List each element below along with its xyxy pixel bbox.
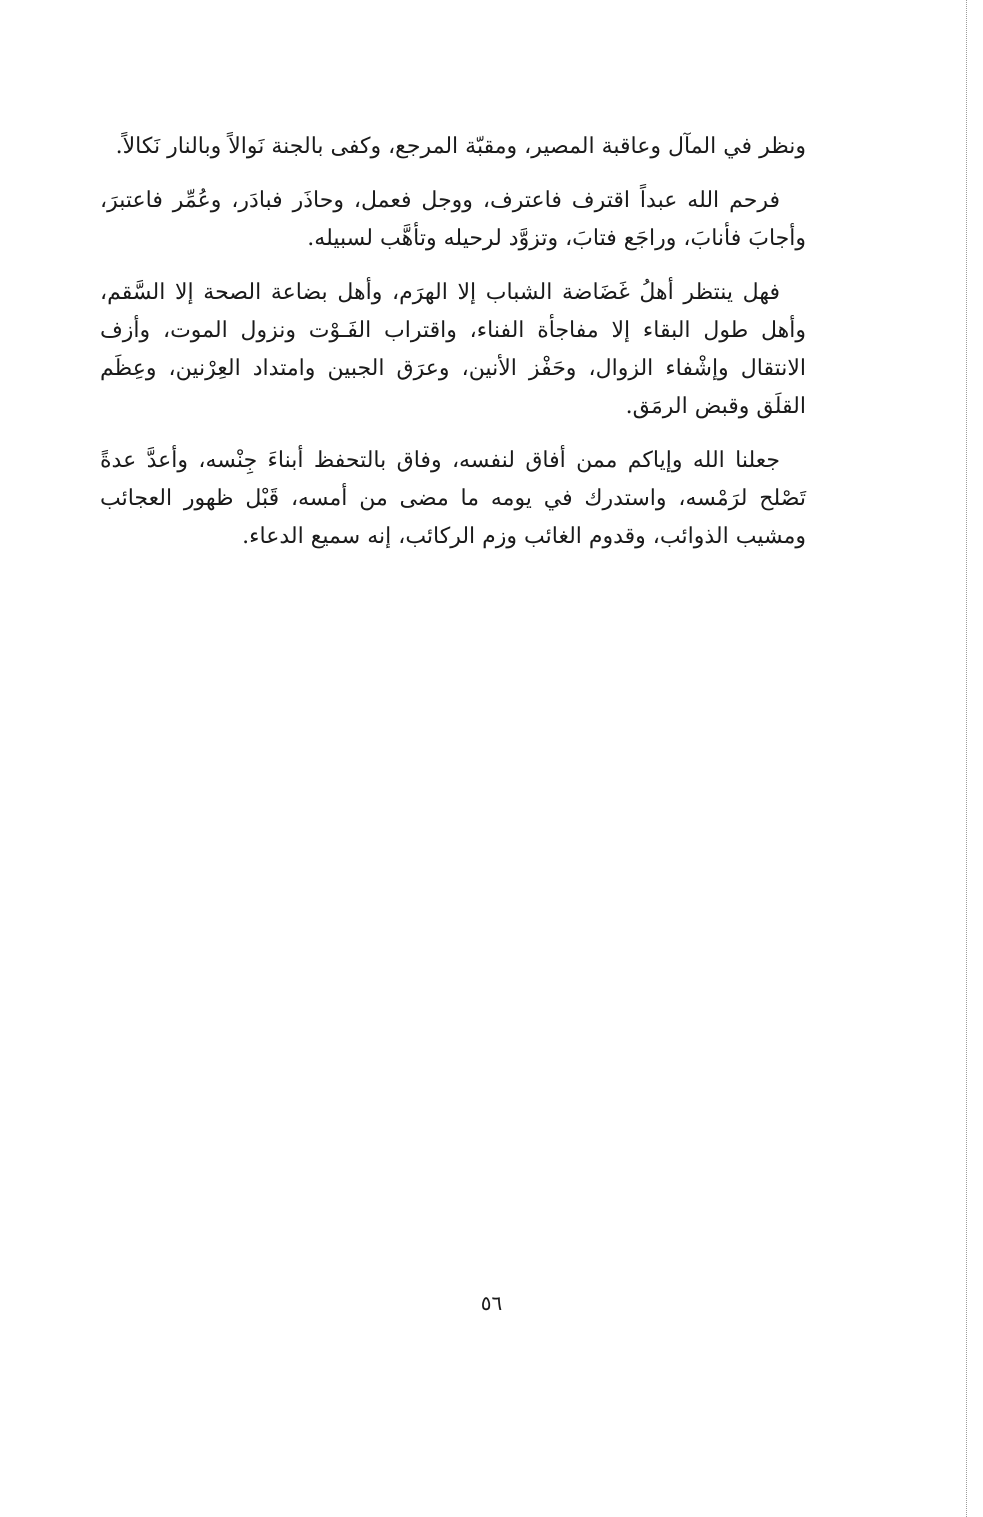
page-number: ٥٦	[480, 1291, 503, 1315]
paragraph-2: فرحم الله عبداً اقترف فاعترف، ووجل فعمل، وحاذَر فبادَر، وعُمِّر فاعتبرَ، وأجابَ فأنابَ، وراجَع فتابَ، وتزوَّد لرحيله وتأهَّب لسبيله.	[100, 188, 806, 251]
paragraph-1: ونظر في المآل وعاقبة المصير، ومقبّة المرجع، وكفى بالجنة نَوالاً وبالنار نَكالاً.	[115, 134, 806, 159]
paragraph-4: جعلنا الله وإياكم ممن أفاق لنفسه، وفاق بالتحفظ أبناءَ جِنْسه، وأعدَّ عدةً تَصْلح لرَمْسه، واستدرك في يومه ما مضى من أمسه، قَبْل ظهور العجائب ومشيب الذوائب، وقدوم الغائب وزم الركائب، إنه سميع الدعاء.	[100, 448, 806, 549]
page-edge-divider	[966, 0, 967, 1517]
body-text	[100, 128, 806, 572]
paragraph-3: فهل ينتظر أهلُ غَضَاضة الشباب إلا الهرَم، وأهل بضاعة الصحة إلا السَّقم، وأهل طول البقاء إلا مفاجأة الفناء، واقتراب الفَـوْت ونزول الموت، وأزف الانتقال وإشْفاء الزوال، وحَفْز الأنين، وعرَق الجبين وامتداد العِرْنين، وعِظَم القلَق وقبض الرمَق.	[100, 280, 806, 419]
